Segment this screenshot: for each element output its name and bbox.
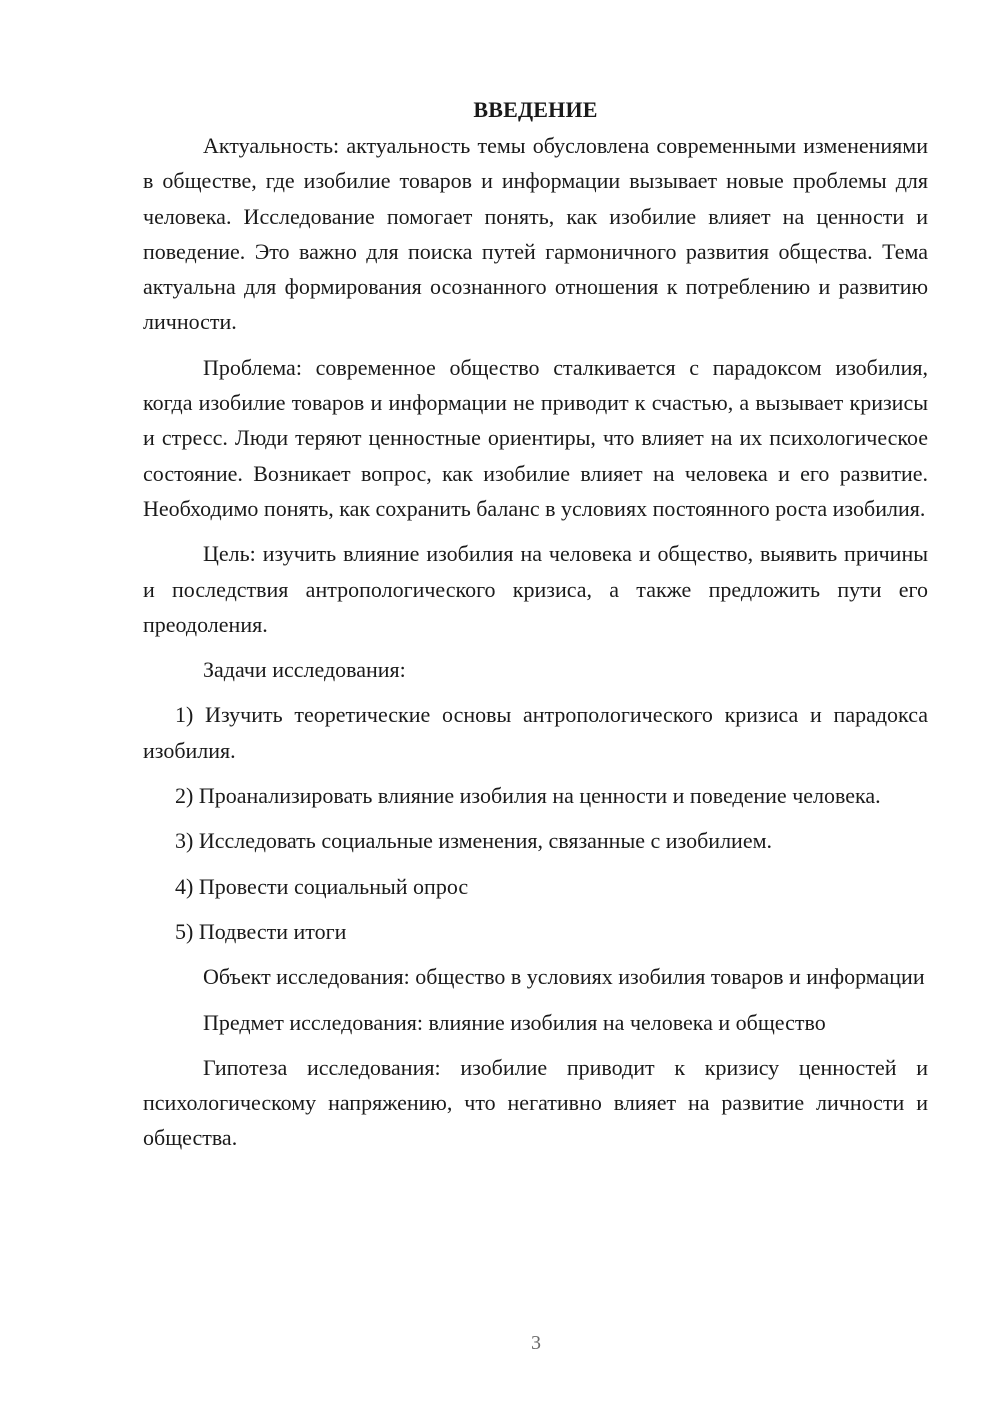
object-paragraph: Объект исследования: общество в условиях изобилия товаров и информации <box>203 964 925 990</box>
tasks-heading: Задачи исследования: <box>203 657 406 683</box>
task-item-5: 5) Подвести итоги <box>175 918 347 944</box>
task-item-1: 1) Изучить теоретические основы антропологического кризиса и парадокса изобилия. <box>143 702 928 763</box>
document-page <box>143 92 928 1166</box>
tasks-list <box>143 697 928 949</box>
goal-paragraph: Цель: изучить влияние изобилия на человека и общество, выявить причины и последствия антропологического кризиса, а также предложить пути его преодоления. <box>143 541 928 637</box>
problem-paragraph: Проблема: современное общество сталкивается с парадоксом изобилия, когда изобилие товаров и информации не приводит к счастью, а вызывает кризисы и стресс. Люди теряют ценностные ориентиры, что влияет на их психологическое состояние. Возникает вопрос, как изобилие влияет на человека и его развитие. Необходимо понять, как сохранить баланс в условиях постоянного роста изобилия. <box>143 354 928 521</box>
page-title: ВВЕДЕНИЕ <box>473 97 598 122</box>
relevance-paragraph: Актуальность: актуальность темы обусловлена современными изменениями в обществе, где изобилие товаров и информации вызывает новые проблемы для человека. Исследование помогает понять, как изобилие влияет на ценности и поведение. Это важно для поиска путей гармоничного развития общества. Тема актуальна для формирования осознанного отношения к потреблению и развитию личности. <box>143 133 928 335</box>
task-item-3: 3) Исследовать социальные изменения, связанные с изобилием. <box>175 828 773 854</box>
subject-paragraph: Предмет исследования: влияние изобилия на человека и общество <box>203 1009 826 1035</box>
task-item-2: 2) Проанализировать влияние изобилия на ценности и поведение человека. <box>175 783 881 809</box>
page-number: 3 <box>531 1332 541 1354</box>
hypothesis-paragraph: Гипотеза исследования: изобилие приводит к кризису ценностей и психологическому напряжению, что негативно влияет на развитие личности и общества. <box>143 1054 928 1151</box>
task-item-4: 4) Провести социальный опрос <box>175 873 469 899</box>
